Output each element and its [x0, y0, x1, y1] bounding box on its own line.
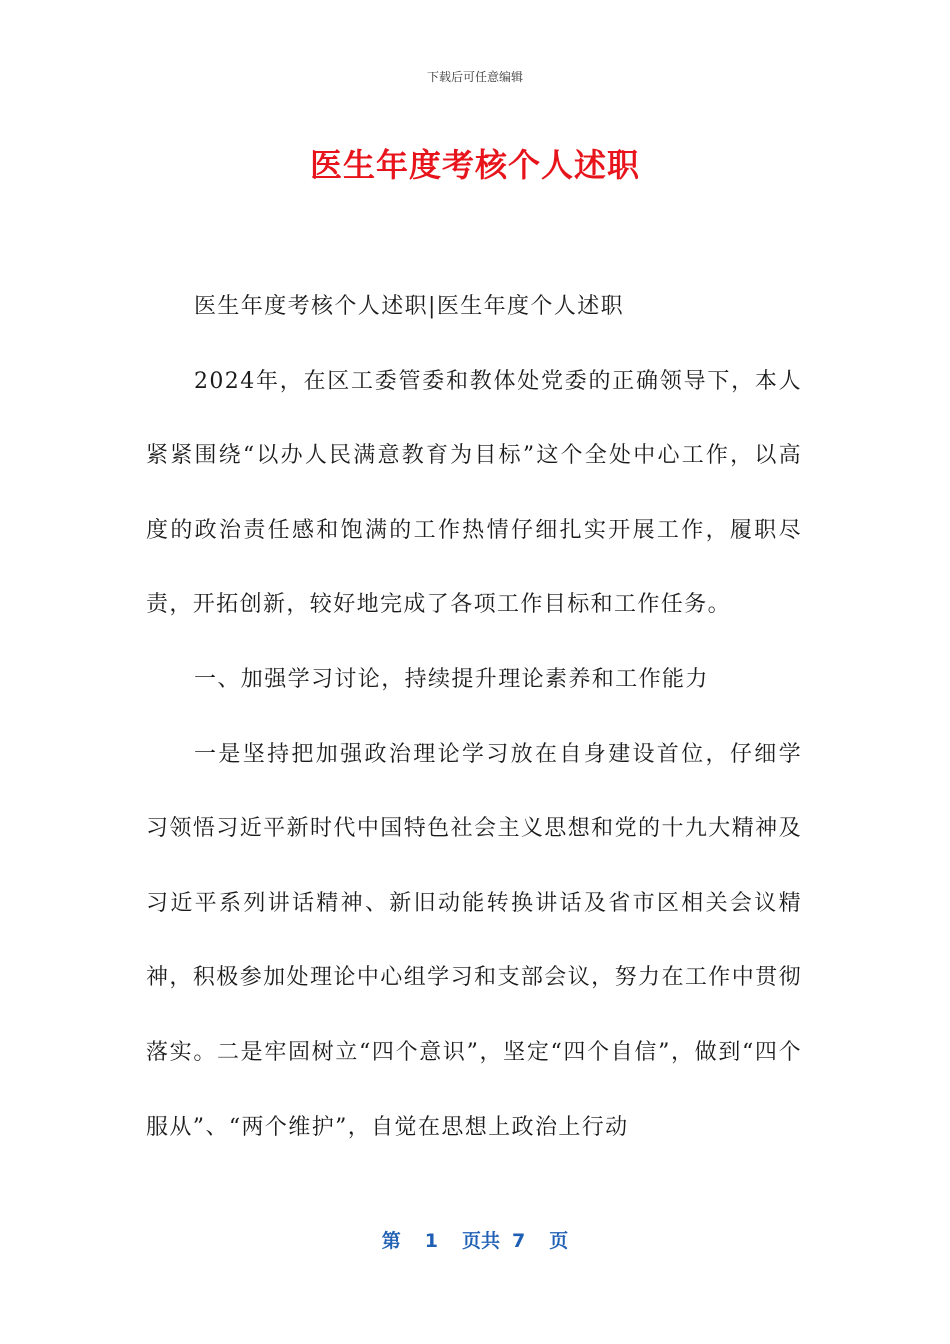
header-note: 下载后可任意编辑 — [426, 70, 523, 84]
paragraph-subtitle: 医生年度考核个人述职|医生年度个人述职 — [194, 294, 625, 319]
footer-prefix: 第 — [381, 1230, 401, 1252]
footer-current-page: 1 — [424, 1230, 438, 1252]
footer-suffix: 页 — [549, 1230, 569, 1252]
page-footer — [0, 1226, 950, 1253]
paragraph-intro: 2024年，在区工委管委和教体处党委的正确领导下，本人紧紧围绕“以办人民满意教育为目标”这个全处中心工作，以高度的政治责任感和饱满的工作热情仔细扎实开展工作，履职尽责，开拓创新，较好地完成了各项工作目标和工作任务。 — [146, 368, 802, 618]
footer-middle: 页共 — [461, 1230, 500, 1252]
section-heading: 一、加强学习讨论，持续提升理论素养和工作能力 — [194, 666, 709, 692]
footer-total-pages: 7 — [512, 1230, 526, 1252]
paragraph-section-body: 一是坚持把加强政治理论学习放在自身建设首位，仔细学习领悟习近平新时代中国特色社会主义思想和党的十九大精神及习近平系列讲话精神、新旧动能转换讲话及省市区相关会议精神，积极参加处理论中心组学习和支部会议，努力在工作中贯彻落实。二是牢固树立“四个意识”，坚定“四个自信”，做到“四个服从”、“两个维护”，自觉在思想上政治上行动 — [146, 741, 802, 1140]
document-title: 医生年度考核个人述职 — [309, 146, 640, 184]
document-body — [146, 270, 802, 1165]
